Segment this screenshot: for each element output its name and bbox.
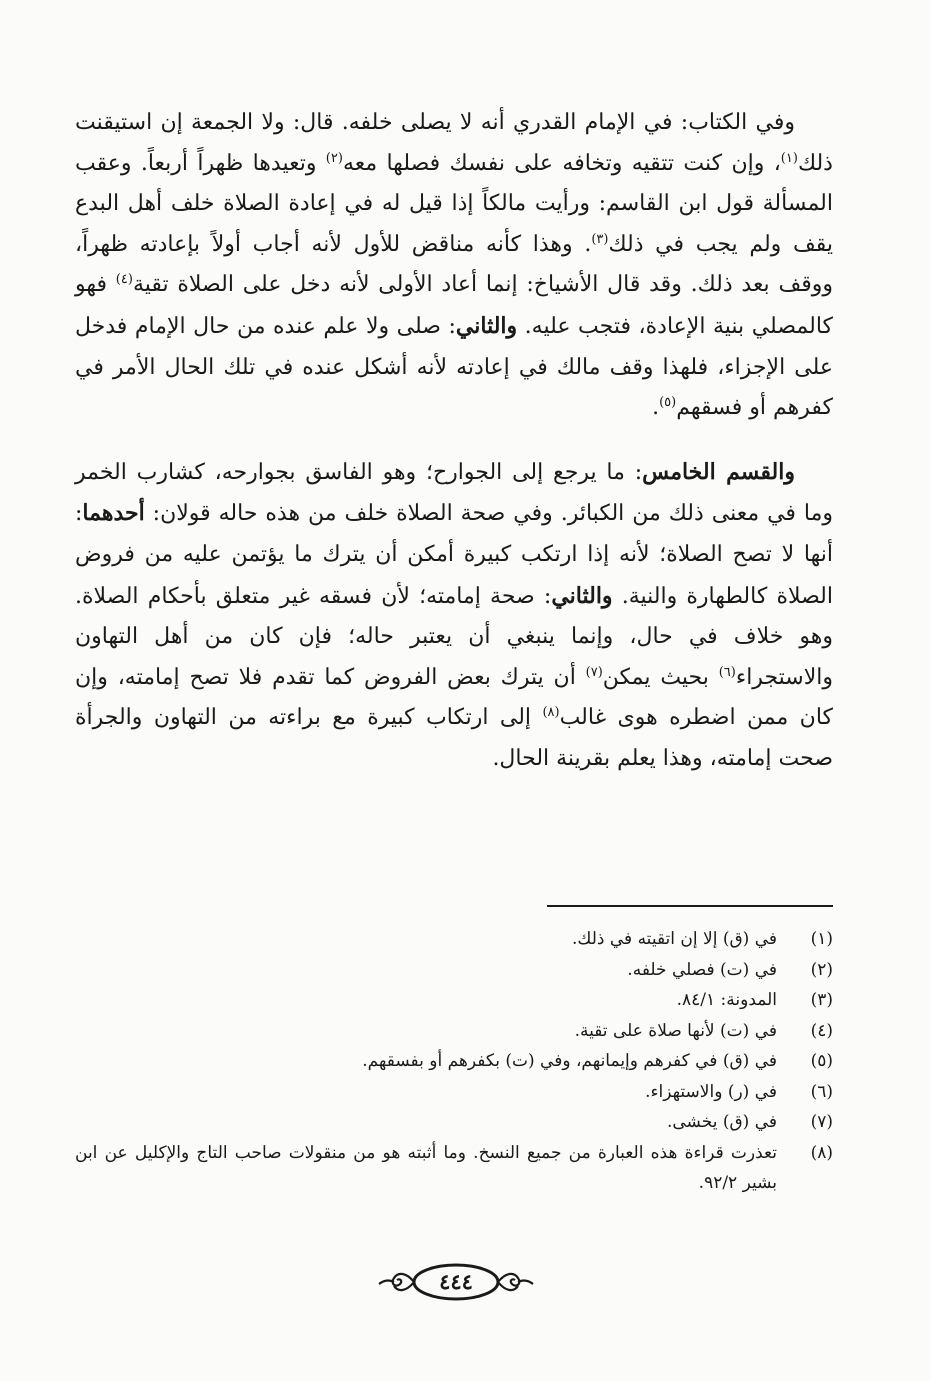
footnote-number: (٧) bbox=[810, 1112, 833, 1132]
paragraph bbox=[75, 103, 833, 429]
footnote-number: (٥) bbox=[810, 1051, 833, 1071]
bold-term: والقسم الخامس bbox=[642, 458, 795, 485]
footnote-item bbox=[75, 1077, 833, 1108]
footnote-text: في (ت) فصلي خلفه. bbox=[627, 959, 777, 980]
footnote-number: (٦) bbox=[810, 1081, 833, 1102]
text-run: ، وإن كنت تتقيه وتخافه على نفسك فصلها معه bbox=[342, 150, 781, 176]
text-run: : ما يرجع إلى الجوارح؛ وهو الفاسق بجوارحه، كشارب الخمر وما في معنى ذلك من الكبائر. وفي صحة الصلاة خلف من هذه حاله قولان: bbox=[75, 459, 833, 527]
text-run: : صلى ولا علم عنده من حال الإمام فدخل على الإجزاء، فلهذا وقف مالك في إعادته لأنه أشكل عنده في تلك الحال الأمر في كفرهم أو فسقهم bbox=[75, 313, 833, 421]
footnote-number: (٢) bbox=[810, 959, 833, 980]
footnote-text: في (ت) لأنها صلاة على تقية. bbox=[574, 1020, 777, 1041]
footnote-reference: (٢) bbox=[325, 150, 343, 166]
footnote-item bbox=[75, 1046, 833, 1077]
footnote-item bbox=[75, 955, 833, 986]
page-number: ٤٤٤ bbox=[439, 1269, 473, 1294]
text-run: وتعيدها ظهراً أربعاً. وعقب المسألة قول ابن القاسم: ورأيت مالكاً إذا قيل له في إعادة الصلاة خلف أهل البدع يقف ولم يجب في ذلك bbox=[75, 150, 833, 257]
text-run: أن يترك بعض الفروض كما تقدم فلا تصح إمامته، وإن كان ممن اضطره هوى غالب bbox=[75, 664, 834, 731]
text-run: . وهذا كأنه مناقض للأول لأنه أجاب أولاً بإعادته ظهراً، ووقف بعد ذلك. وقد قال الأشياخ: إنما أعاد الأولى لأنه دخل على الصلاة تقية bbox=[75, 231, 833, 298]
text-run: فهو كالمصلي بنية الإعادة، فتجب عليه. bbox=[75, 272, 833, 339]
footnote-reference: (٧) bbox=[585, 664, 603, 680]
bold-term: أحدهما bbox=[82, 500, 145, 527]
footnote-text: في (ق) في كفرهم وإيمانهم، وفي (ت) بكفرهم أو بفسقهم. bbox=[362, 1051, 777, 1071]
footnote-reference: (١) bbox=[780, 150, 798, 166]
footnote-number: (٤) bbox=[810, 1020, 833, 1041]
text-run: . bbox=[652, 395, 660, 421]
paragraph bbox=[75, 452, 833, 780]
text-run: إلى ارتكاب كبيرة مع براءته من التهاون والجرأة صحت إمامته، وهذا يعلم بقرينة الحال. bbox=[75, 705, 833, 771]
footnote-reference: (٨) bbox=[542, 705, 560, 721]
page-number-ornament bbox=[376, 1262, 536, 1302]
footnote-text: المدونة: ٨٤/١. bbox=[676, 990, 777, 1010]
text-run: بحيث يمكن bbox=[602, 664, 719, 690]
footnote-number: (٨) bbox=[810, 1142, 833, 1163]
footnote-item bbox=[75, 1138, 833, 1199]
footnote-separator bbox=[547, 905, 833, 907]
footnote-number: (٣) bbox=[810, 990, 833, 1010]
text-run: : صحة إمامته؛ لأن فسقه غير متعلق بأحكام الصلاة. وهو خلاف في حال، وإنما ينبغي أن يعتبر حاله؛ فإن كان من أهل التهاون والاستجراء bbox=[75, 583, 833, 690]
footnote-reference: (٣) bbox=[591, 231, 609, 247]
bold-term: والثاني bbox=[455, 312, 518, 339]
footnote-text: تعذرت قراءة هذه العبارة من جميع النسخ. وما أثبته هو من منقولات صاحب التاج والإكليل عن ابن بشير ٩٢/٢. bbox=[75, 1142, 777, 1193]
footnote-text: في (ر) والاستهزاء. bbox=[645, 1081, 777, 1102]
footnote-reference: (٦) bbox=[718, 664, 736, 680]
footnote-reference: (٥) bbox=[659, 395, 677, 411]
footnote-text: في (ق) إلا إن اتقيته في ذلك. bbox=[571, 929, 777, 949]
footnote-text: في (ق) يخشى. bbox=[666, 1112, 777, 1132]
text-run: : أنها لا تصح الصلاة؛ لأنه إذا ارتكب كبيرة أمكن أن يترك ما يؤتمن عليه من فروض الصلاة كالطهارة والنية. bbox=[75, 501, 834, 609]
footnote-item bbox=[75, 985, 833, 1016]
footnote-reference: (٤) bbox=[115, 272, 133, 288]
text-run: وفي الكتاب: في الإمام القدري أنه لا يصلى خلفه. قال: ولا الجمعة إن استيقنت ذلك bbox=[75, 110, 833, 176]
main-text bbox=[75, 103, 833, 780]
footnote-item bbox=[75, 1016, 833, 1047]
bold-term: والثاني bbox=[551, 582, 613, 609]
footnote-item bbox=[75, 1107, 833, 1138]
footnotes-list bbox=[75, 924, 833, 1199]
footnote-item bbox=[75, 924, 833, 955]
footnote-number: (١) bbox=[810, 929, 833, 949]
